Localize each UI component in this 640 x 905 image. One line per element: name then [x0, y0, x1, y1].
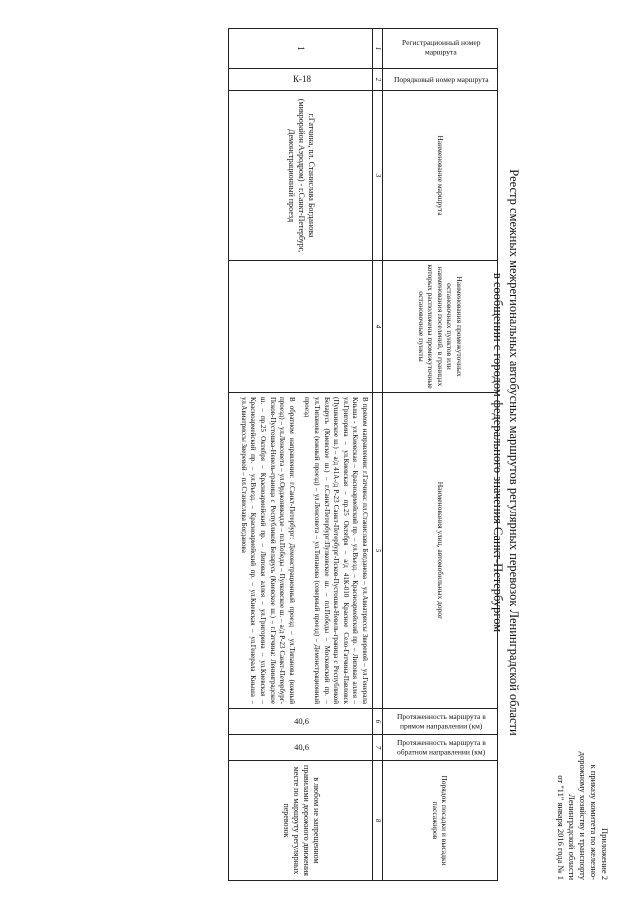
route-registry-table — [228, 28, 498, 881]
column-number: 7 — [373, 735, 383, 761]
header-row — [383, 29, 498, 881]
appendix-block — [555, 680, 610, 880]
appendix-line: дорожному хозяйству и транспорту — [578, 751, 588, 880]
appendix-line: к приказу комитета по железно- — [589, 764, 599, 880]
column-number: 1 — [373, 29, 383, 69]
column-number: 4 — [373, 261, 383, 393]
cell-route-name: г.Гатчина, пл. Станислава Богданова (микрорайон Аэродром) - г.Санкт-Петербург, Демонстрационный проезд — [229, 91, 373, 261]
header-boarding-order: Порядок посадки и высадки пассажиров — [383, 761, 498, 881]
header-intermediate-stops: Наименования промежуточных остановочных пунктов или наименования поселений, в границах которых расположены промежуточные остановочные пункты — [383, 261, 498, 393]
length-backward-value: 40,6 — [294, 741, 310, 752]
header-order-number — [383, 69, 498, 91]
column-number-row — [373, 29, 383, 881]
appendix-line: Ленинградской области — [567, 794, 577, 880]
appendix-line: от "11" января 2016 года № 1 — [556, 775, 566, 880]
header-reg-number — [383, 29, 498, 69]
order-number-text: К-18 — [292, 73, 311, 84]
column-number: 5 — [373, 393, 383, 709]
header-length-forward — [383, 709, 498, 735]
header-text: Протяженность маршрута в прямом направлении (км) — [396, 712, 486, 731]
streets-backward: В обратном направлении: г.Санкт-Петербург: Демонстрационный проезд – ул.Типанова (южный проезд) – ул.Ленсовета – ул.Орджоникидзе – пл.Победы – Пулковское ш. – а/д Р-23 Санкт-Петербург-Псков-Пустошка-Невель-граница с Республикой Беларусь (Киевское ш.) – г.Гатчина: Ленинградское ш. – пр.25 Октября – Красноармейский пр. – Липовая аллея – ул.Григорина – ул.Киевская – Красноармейский пр. – ул.Въезд. – Красноармейский пр. – ул.Киевская – ул.Генерала Кныша – ул.Авиатриссы Зверевой – пл.Станислава Богданова — [239, 397, 296, 704]
title-line: Реестр смежных межрегиональных автобусных маршрутов регулярных перевозок Ленинградской области — [507, 169, 521, 736]
cell-length-forward — [229, 709, 373, 735]
cell-reg-number: 1 — [229, 29, 373, 69]
header-text: Регистрационный номер маршрута — [402, 37, 481, 56]
cell-streets — [229, 393, 373, 709]
table-row — [229, 29, 373, 881]
column-number: 6 — [373, 709, 383, 735]
cell-boarding-order: в любом не запрещенном правилами дорожного движения месте по маршруту регулярных перевозок — [229, 761, 373, 881]
appendix-line: Приложение 2 — [600, 828, 610, 880]
title-line: в сообщении с городом федерального значения Санкт-Петербургом — [491, 272, 505, 633]
length-forward-value: 40,6 — [294, 715, 310, 726]
streets-forward: В прямом направлении: г.Гатчина: пл.Станислава Богданова – ул.Авиатриссы Зверевой – ул.Генерала Кныша - ул.Киевская – Красноармейский пр. – ул.Въезд. – Красноармейский пр. – Липовая аллея – ул.Григорина – ул.Киевская – пр.25 Октября – а/д 41К-010 Красное Село-Гатчина-Павловск (Пушкинское ш.) – а/д 41А-/д Р-23 Санкт-Петербург-Псков-Пустошка-Невель-граница с Республикой Беларусь (Киевское ш.) – г.Санкт-Петербург:Пулковское ш. – пл.Победы – Московский пр. – ул.Типанова (южный проезд) – ул.Ленсовета – ул.Типанова (северный проезд) – Демонстрационный проезд — [303, 397, 369, 704]
header-text: Порядковый номер маршрута — [393, 74, 489, 84]
header-route-name: Наименование маршрута — [383, 91, 498, 261]
column-number: 8 — [373, 761, 383, 881]
header-streets: Наименования улиц, автомобильных дорог — [383, 393, 498, 709]
column-number: 3 — [373, 91, 383, 261]
column-number: 2 — [373, 69, 383, 91]
header-length-backward — [383, 735, 498, 761]
cell-length-backward — [229, 735, 373, 761]
header-text: Протяженность маршрута в обратном направлении (км) — [396, 738, 486, 757]
cell-order-number — [229, 69, 373, 91]
cell-intermediate-stops — [229, 261, 373, 393]
